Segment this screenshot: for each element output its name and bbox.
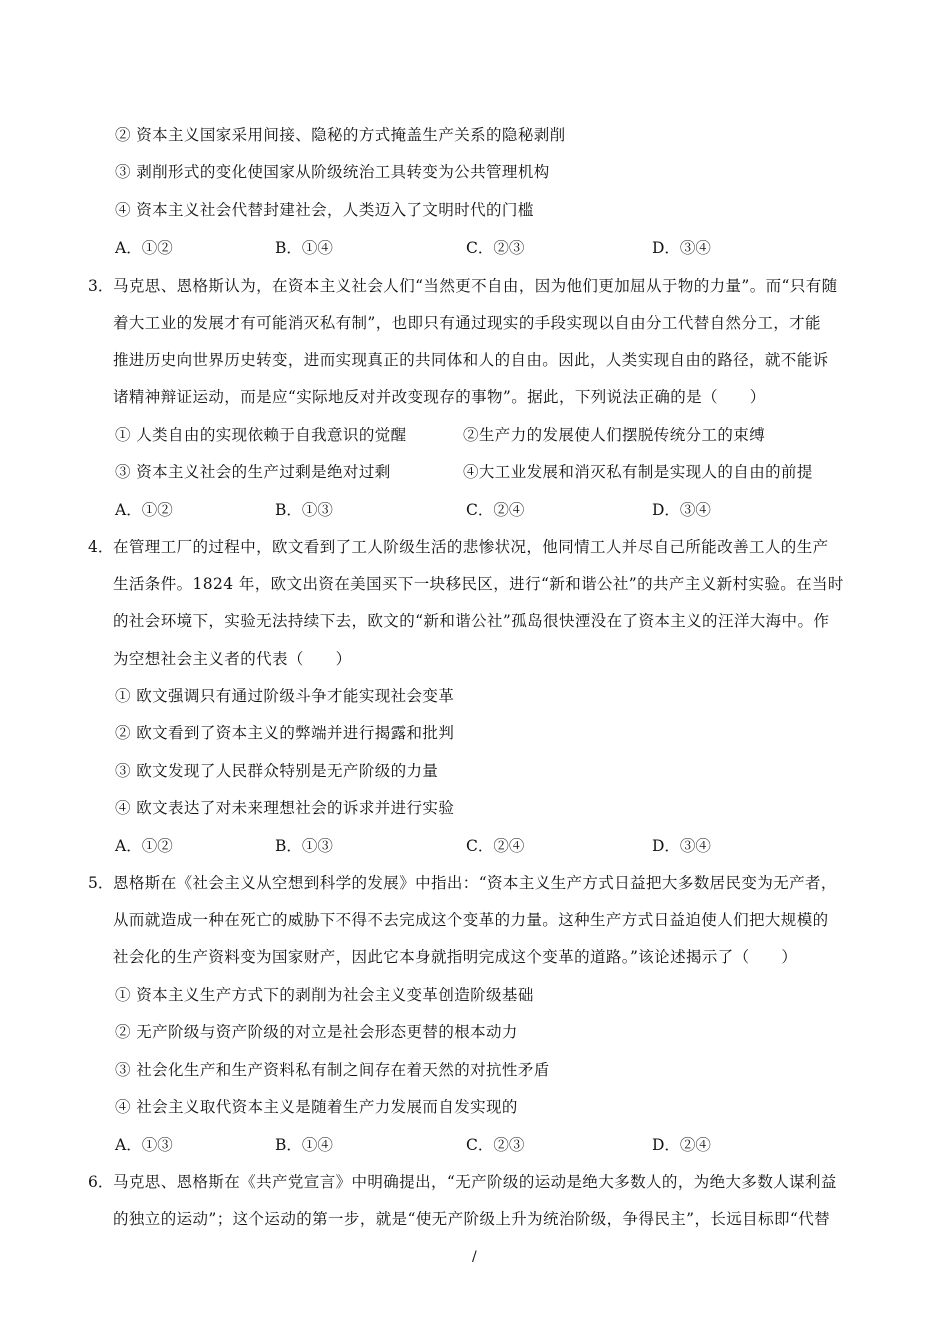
- answer-choice-d: D．③④: [652, 239, 711, 257]
- answer-choice-d: D．③④: [652, 837, 711, 855]
- answer-choice-b: B．①④: [275, 1136, 333, 1154]
- question-stem: 着大工业的发展才有可能消灭私有制”，也即只有通过现实的手段实现以自由分工代替自然分工，才能: [113, 314, 821, 332]
- question-number: 4．: [88, 538, 114, 556]
- option-line: ① 资本主义生产方式下的剥削为社会主义变革创造阶级基础: [115, 986, 534, 1004]
- answer-choice-b: B．①④: [275, 239, 333, 257]
- option-line: ② 欧文看到了资本主义的弊端并进行揭露和批判: [115, 724, 455, 742]
- option-line: ② 无产阶级与资产阶级的对立是社会形态更替的根本动力: [115, 1023, 518, 1041]
- answer-choice-d: D．②④: [652, 1136, 711, 1154]
- answer-choice-c: C．②④: [466, 501, 525, 519]
- answer-choice-d: D．③④: [652, 501, 711, 519]
- option-line: ② 资本主义国家采用间接、隐秘的方式掩盖生产关系的隐秘剥削: [115, 126, 566, 144]
- answer-choice-c: C．②③: [466, 1136, 525, 1154]
- question-stem: 为空想社会主义者的代表（ ）: [113, 650, 352, 668]
- option-line: ②生产力的发展使人们摆脱传统分工的束缚: [463, 426, 766, 444]
- answer-choice-a: A．①②: [115, 239, 173, 257]
- question-stem: 社会化的生产资料变为国家财产，因此它本身就指明完成这个变革的道路。”该论述揭示了（ ）: [113, 948, 798, 966]
- question-stem: 马克思、恩格斯在《共产党宣言》中明确提出，“无产阶级的运动是绝大多数人的，为绝大多数人谋利益: [113, 1173, 837, 1191]
- answer-choice-b: B．①③: [275, 837, 333, 855]
- question-number: 6．: [88, 1173, 114, 1191]
- question-stem: 从而就造成一种在死亡的威胁下不得不去完成这个变革的力量。这种生产方式日益迫使人们把大规模的: [113, 911, 829, 929]
- option-line: ③ 资本主义社会的生产过剩是绝对过剩: [115, 463, 391, 481]
- option-line: ④大工业发展和消灭私有制是实现人的自由的前提: [463, 463, 813, 481]
- answer-choice-c: C．②④: [466, 837, 525, 855]
- answer-choice-b: B．①③: [275, 501, 333, 519]
- question-stem: 生活条件。1824 年，欧文出资在美国买下一块移民区，进行“新和谐公社”的共产主义新村实验。在当时: [113, 575, 844, 593]
- page-footer: /: [472, 1249, 477, 1265]
- question-number: 3．: [88, 277, 114, 295]
- question-stem: 恩格斯在《社会主义从空想到科学的发展》中指出：“资本主义生产方式日益把大多数居民变为无产者，: [113, 874, 837, 892]
- question-stem: 的社会环境下，实验无法持续下去，欧文的“新和谐公社”孤岛很快湮没在了资本主义的汪洋大海中。作: [113, 612, 830, 630]
- option-line: ③ 欧文发现了人民群众特别是无产阶级的力量: [115, 762, 439, 780]
- option-line: ① 欧文强调只有通过阶级斗争才能实现社会变革: [115, 687, 455, 705]
- answer-choice-a: A．①②: [115, 501, 173, 519]
- option-line: ③ 剥削形式的变化使国家从阶级统治工具转变为公共管理机构: [115, 163, 550, 181]
- option-line: ① 人类自由的实现依赖于自我意识的觉醒: [115, 426, 407, 444]
- answer-choice-a: A．①②: [115, 837, 173, 855]
- question-stem: 的独立的运动”；这个运动的第一步，就是“使无产阶级上升为统治阶级，争得民主”，长远目标即“代替: [113, 1210, 830, 1228]
- question-stem: 在管理工厂的过程中，欧文看到了工人阶级生活的悲惨状况，他同情工人并尽自己所能改善工人的生产: [113, 538, 829, 556]
- option-line: ③ 社会化生产和生产资料私有制之间存在着天然的对抗性矛盾: [115, 1061, 550, 1079]
- question-stem: 诸精神辩证运动，而是应“实际地反对并改变现存的事物”。据此，下列说法正确的是（ ）: [113, 388, 766, 406]
- option-line: ④ 社会主义取代资本主义是随着生产力发展而自发实现的: [115, 1098, 518, 1116]
- question-stem: 推进历史向世界历史转变，进而实现真正的共同体和人的自由。因此，人类实现自由的路径，就不能诉: [113, 351, 829, 369]
- answer-choice-c: C．②③: [466, 239, 525, 257]
- question-stem: 马克思、恩格斯认为，在资本主义社会人们“当然更不自由，因为他们更加屈从于物的力量”。而“只有随: [113, 277, 838, 295]
- question-number: 5．: [88, 874, 114, 892]
- answer-choice-a: A．①③: [115, 1136, 173, 1154]
- option-line: ④ 资本主义社会代替封建社会，人类迈入了文明时代的门槛: [115, 201, 534, 219]
- option-line: ④ 欧文表达了对未来理想社会的诉求并进行实验: [115, 799, 455, 817]
